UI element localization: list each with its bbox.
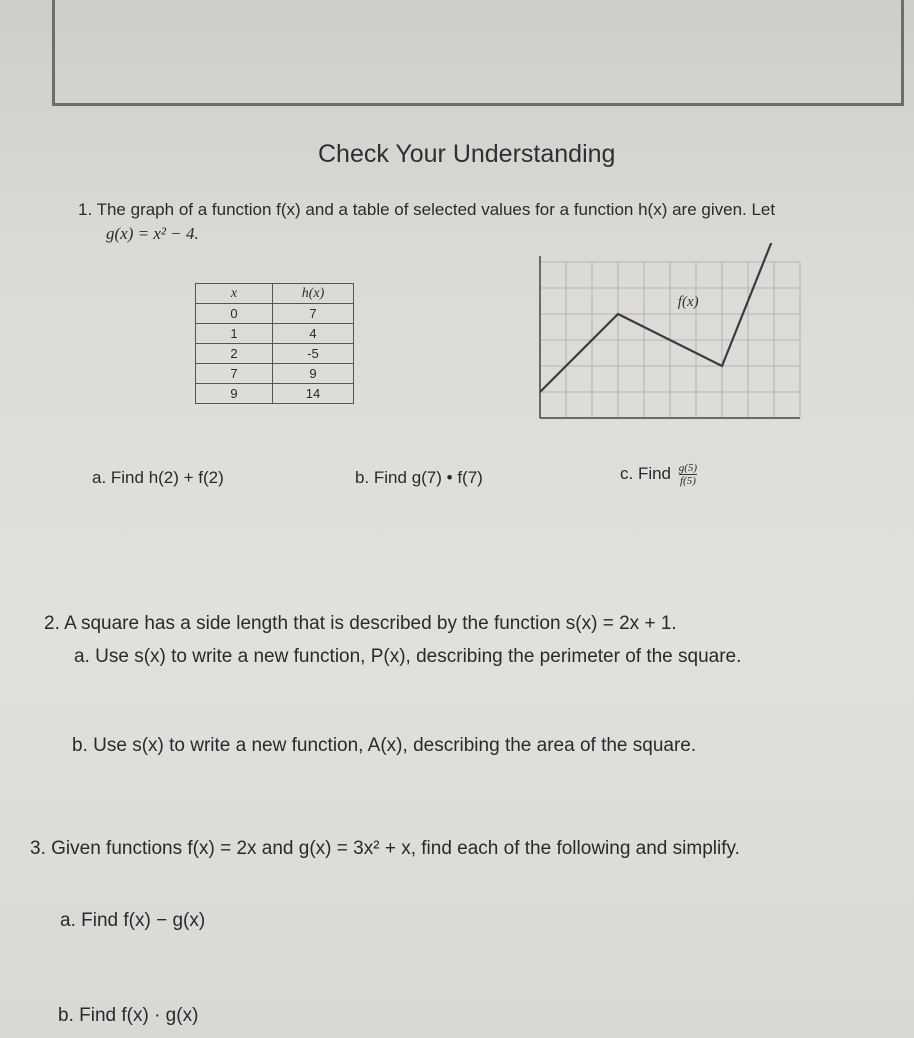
question-2a: a. Use s(x) to write a new function, P(x), describing the perimeter of the square.: [74, 646, 742, 667]
question-3b: b. Find f(x) · g(x): [58, 1005, 199, 1026]
f-series-line: [540, 243, 774, 392]
table-row: [196, 384, 354, 404]
question-1: [78, 198, 908, 246]
table-cell: 9: [196, 384, 273, 404]
question-3a: a. Find f(x) − g(x): [60, 910, 206, 931]
page-title: Check Your Understanding: [318, 140, 616, 168]
table-cell: 4: [273, 324, 354, 344]
table-row: [196, 344, 354, 364]
fraction: [679, 462, 697, 487]
question-1c-prefix: c. Find: [620, 463, 672, 483]
question-2b: b. Use s(x) to write a new function, A(x), describing the area of the square.: [72, 735, 697, 756]
h-values-table: [195, 283, 354, 404]
table-header-x: x: [196, 284, 273, 304]
table-row: [196, 364, 354, 384]
question-1-definition: g(x) = x² − 4.: [106, 224, 199, 243]
f-graph: [528, 243, 808, 433]
table-cell: 7: [273, 304, 354, 324]
question-1a: a. Find h(2) + f(2): [92, 468, 224, 487]
question-1c: [620, 462, 697, 487]
table-row: [196, 324, 354, 344]
table-cell: 7: [196, 364, 273, 384]
table-cell: 0: [196, 304, 273, 324]
question-1-stem: 1. The graph of a function f(x) and a table of selected values for a function h(x) are given. Let: [78, 200, 776, 219]
table-cell: -5: [273, 344, 354, 364]
answer-box: [52, 0, 904, 106]
table-cell: 1: [196, 324, 273, 344]
table-header-hx: h(x): [273, 284, 354, 304]
fraction-denominator: f(5): [679, 475, 696, 487]
table-cell: 9: [273, 364, 354, 384]
fraction-numerator: g(5): [678, 462, 698, 474]
graph-series-label: f(x): [677, 294, 699, 311]
question-3-stem: 3. Given functions f(x) = 2x and g(x) = 3x² + x, find each of the following and simplify.: [30, 838, 740, 859]
question-2: [44, 607, 741, 673]
question-2-stem: 2. A square has a side length that is described by the function s(x) = 2x + 1.: [44, 613, 677, 634]
table-row: [196, 304, 354, 324]
question-1b: b. Find g(7) • f(7): [355, 468, 483, 487]
table-cell: 14: [273, 384, 354, 404]
table-cell: 2: [196, 344, 273, 364]
